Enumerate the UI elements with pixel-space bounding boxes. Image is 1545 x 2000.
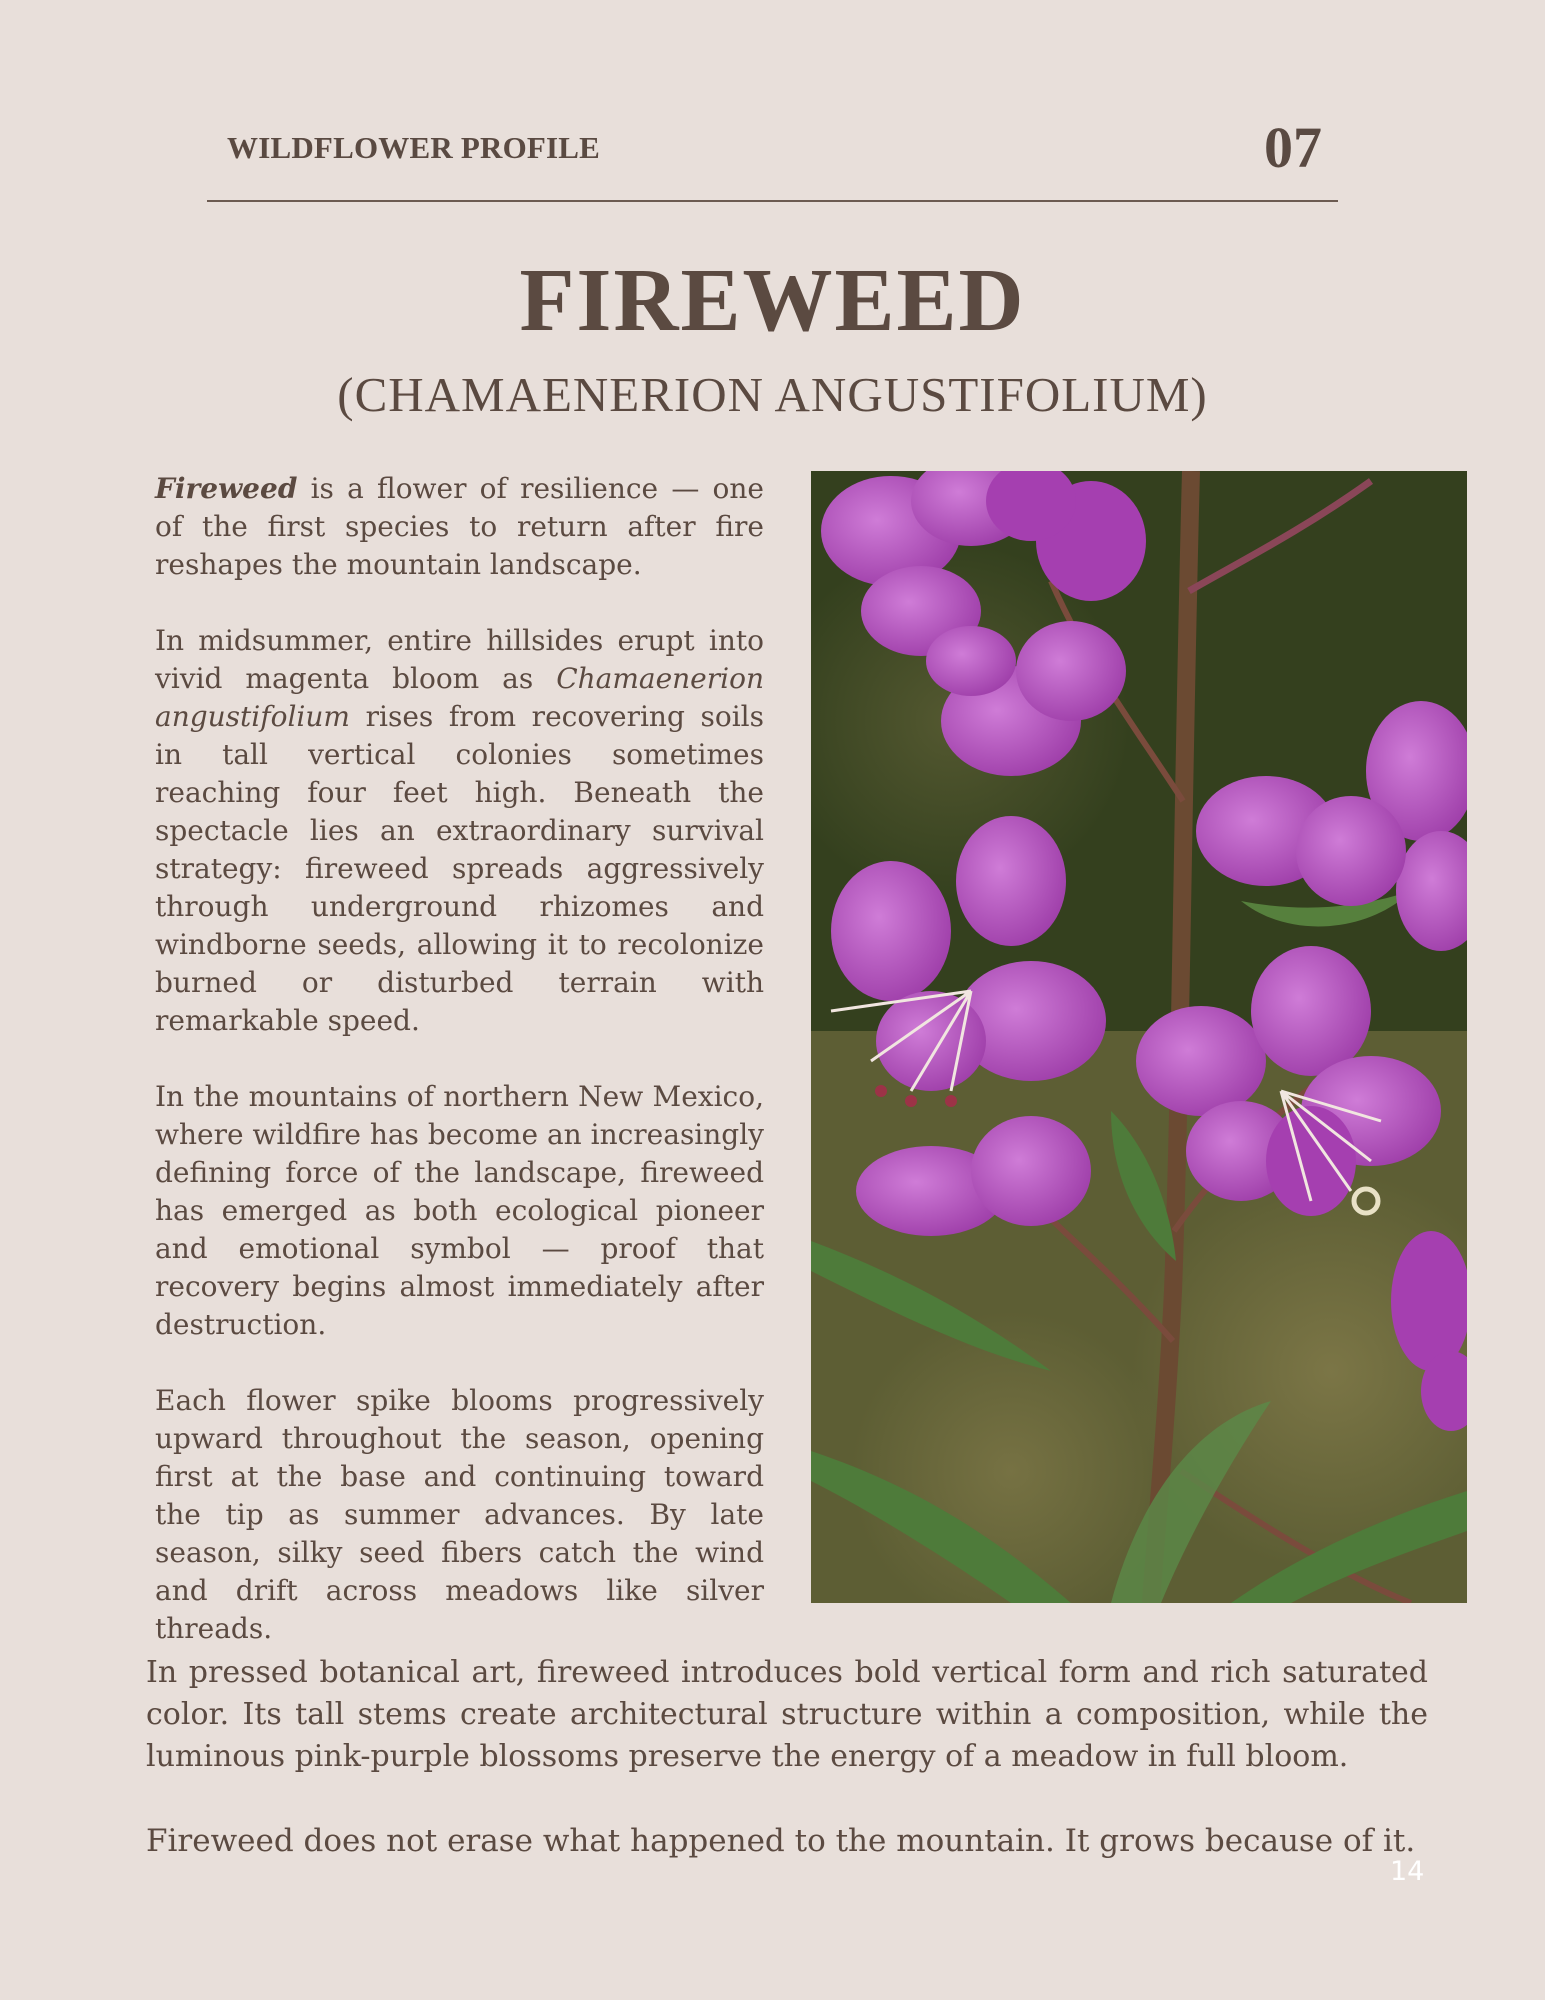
closing-line: Fireweed does not erase what happened to the mountain. It grows because of it. [146, 1823, 1416, 1859]
page-number: 14 [1390, 1856, 1425, 1887]
scientific-name: (CHAMAENERION ANGUSTIFOLIUM) [337, 367, 1208, 422]
page-header [207, 115, 1338, 202]
scientific-name-inline: Chamaenerion angustifolium [155, 662, 764, 733]
bloom-paragraph: Each flower spike blooms progressively upward throughout the season, opening first at the base and continuing toward the tip as summer advances. By late season, silky seed fibers catch the wind and drift across meadows like silver threads. [155, 1384, 764, 1645]
section-label: WILDFLOWER PROFILE [227, 130, 601, 165]
botanical-art-paragraph: In pressed botanical art, fireweed introduces bold vertical form and rich saturated color. Its tall stems create architectural structure within a composition, while the luminous pink-purple blossoms preserve the energy of a meadow in full bloom. [146, 1655, 1428, 1774]
intro-lead: Fireweed [155, 472, 298, 505]
midsummer-paragraph [155, 622, 764, 1040]
midsummer-part1: In midsummer, entire hillsides erupt into vivid magenta bloom as [155, 624, 764, 695]
left-column-text [155, 470, 764, 1686]
new-mexico-paragraph: In the mountains of northern New Mexico, where wildfire has become an increasingly defining force of the landscape, fireweed has emerged as both ecological pioneer and emotional symbol — proof that recovery begins almost immediately after destruction. [155, 1080, 764, 1341]
page-title: FIREWEED [519, 251, 1026, 350]
fireweed-photo [811, 471, 1467, 1603]
profile-number: 07 [1264, 115, 1322, 180]
bottom-text [146, 1652, 1428, 1904]
intro-rest: is a flower of resilience — one of the first species to return after fire reshapes the mountain landscape. [155, 472, 764, 581]
midsummer-part2: rises from recovering soils in tall vertical colonies sometimes reaching four feet high. Beneath the spectacle lies an extraordinary survival strategy: fireweed spreads aggressively through underground rhizomes and windborne seeds, allowing it to recolonize burned or disturbed terrain with remarkable speed. [155, 700, 764, 1037]
intro-paragraph [155, 470, 764, 584]
fireweed-illustration [811, 471, 1467, 1603]
